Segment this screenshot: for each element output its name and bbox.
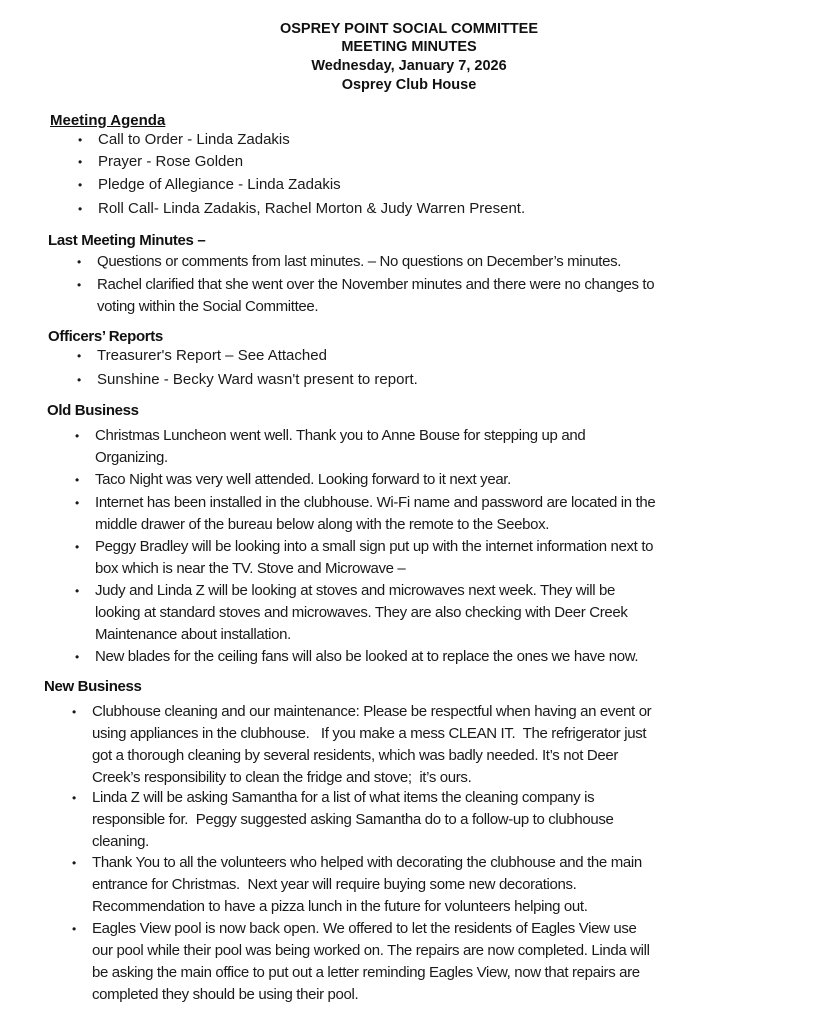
bullet-icon: • [78, 202, 83, 216]
new-business-item: • Eagles View pool is now back open. We offered to let the residents of Eagles View use our pool while their pool was being worked on. The repairs are now completed. Linda will be asking the main office to put out a letter reminding Eagles View, now that repairs are completed they should be using their pool. [72, 920, 650, 1003]
bullet-icon: • [75, 584, 79, 598]
old-business-item: • Internet has been installed in the clubhouse. Wi-Fi name and password are located in the middle drawer of the bureau below along with the remote to the Seebox. [75, 494, 656, 533]
section-heading-new-business: New Business [44, 678, 142, 695]
old-business-item: • New blades for the ceiling fans will also be looked at to replace the ones we have now. [95, 646, 638, 668]
bullet-icon: • [78, 133, 83, 147]
last-minutes-item: • Questions or comments from last minutes. – No questions on December’s minutes. [97, 251, 621, 273]
bullet-icon: • [72, 856, 76, 870]
agenda-item: • Pledge of Allegiance - Linda Zadakis [98, 174, 341, 196]
bullet-icon: • [75, 540, 79, 554]
old-business-item: • Judy and Linda Z will be looking at stoves and microwaves next week. They will be looking at standard stoves and microwaves. They are also checking with Deer Creek Maintenance about installation. [75, 582, 628, 643]
officers-item: • Treasurer's Report – See Attached [97, 345, 327, 367]
bullet-icon: • [75, 496, 79, 510]
bullet-icon: • [77, 349, 82, 363]
bullet-icon: • [75, 650, 79, 664]
old-business-item: • Peggy Bradley will be looking into a small sign put up with the internet information next to box which is near the TV. Stove and Microwave – [75, 538, 654, 577]
section-heading-last-minutes: Last Meeting Minutes – [48, 232, 206, 249]
bullet-icon: • [72, 791, 76, 805]
bullet-icon: • [75, 473, 79, 487]
bullet-icon: • [77, 373, 82, 387]
bullet-icon: • [77, 278, 81, 292]
bullet-icon: • [77, 255, 81, 269]
agenda-item: • Call to Order - Linda Zadakis [98, 129, 290, 151]
last-minutes-item: • Rachel clarified that she went over the November minutes and there were no changes to voting within the Social Committee. [77, 276, 655, 315]
bullet-icon: • [78, 155, 83, 169]
officers-item: • Sunshine - Becky Ward wasn't present to report. [97, 369, 418, 391]
agenda-item: • Roll Call- Linda Zadakis, Rachel Morton & Judy Warren Present. [98, 198, 525, 220]
meeting-date: Wednesday, January 7, 2026 [311, 58, 507, 74]
new-business-item: • Thank You to all the volunteers who helped with decorating the clubhouse and the main entrance for Christmas. Next year will require buying some new decorations. Recommendation to have a pizza lunch in the future for volunteers helping out. [72, 854, 642, 915]
section-heading-old-business: Old Business [47, 402, 139, 419]
old-business-item: • Christmas Luncheon went well. Thank you to Anne Bouse for stepping up and Organizing. [75, 427, 586, 466]
new-business-item: • Clubhouse cleaning and our maintenance: Please be respectful when having an event or using appliances in the clubhouse. If you make a mess CLEAN IT. The refrigerator just got a thorough cleaning by several residents, which was badly needed. It’s not Deer Creek’s responsibility to clean the fridge and stove; it’s ours. [72, 703, 652, 786]
new-business-item: • Linda Z will be asking Samantha for a list of what items the cleaning company is responsible for. Peggy suggested asking Samantha do to a follow-up to clubhouse cleaning. [72, 789, 614, 850]
agenda-item: • Prayer - Rose Golden [98, 151, 243, 173]
bullet-icon: • [72, 922, 76, 936]
org-title: OSPREY POINT SOCIAL COMMITTEE [279, 21, 539, 37]
bullet-icon: • [72, 705, 76, 719]
bullet-icon: • [78, 178, 83, 192]
meeting-location: Osprey Club House [341, 77, 477, 93]
section-heading-agenda: Meeting Agenda [50, 112, 166, 129]
section-heading-officers: Officers’ Reports [48, 328, 163, 345]
doc-title: MEETING MINUTES [341, 39, 477, 55]
old-business-item: • Taco Night was very well attended. Looking forward to it next year. [95, 469, 511, 491]
bullet-icon: • [75, 429, 79, 443]
